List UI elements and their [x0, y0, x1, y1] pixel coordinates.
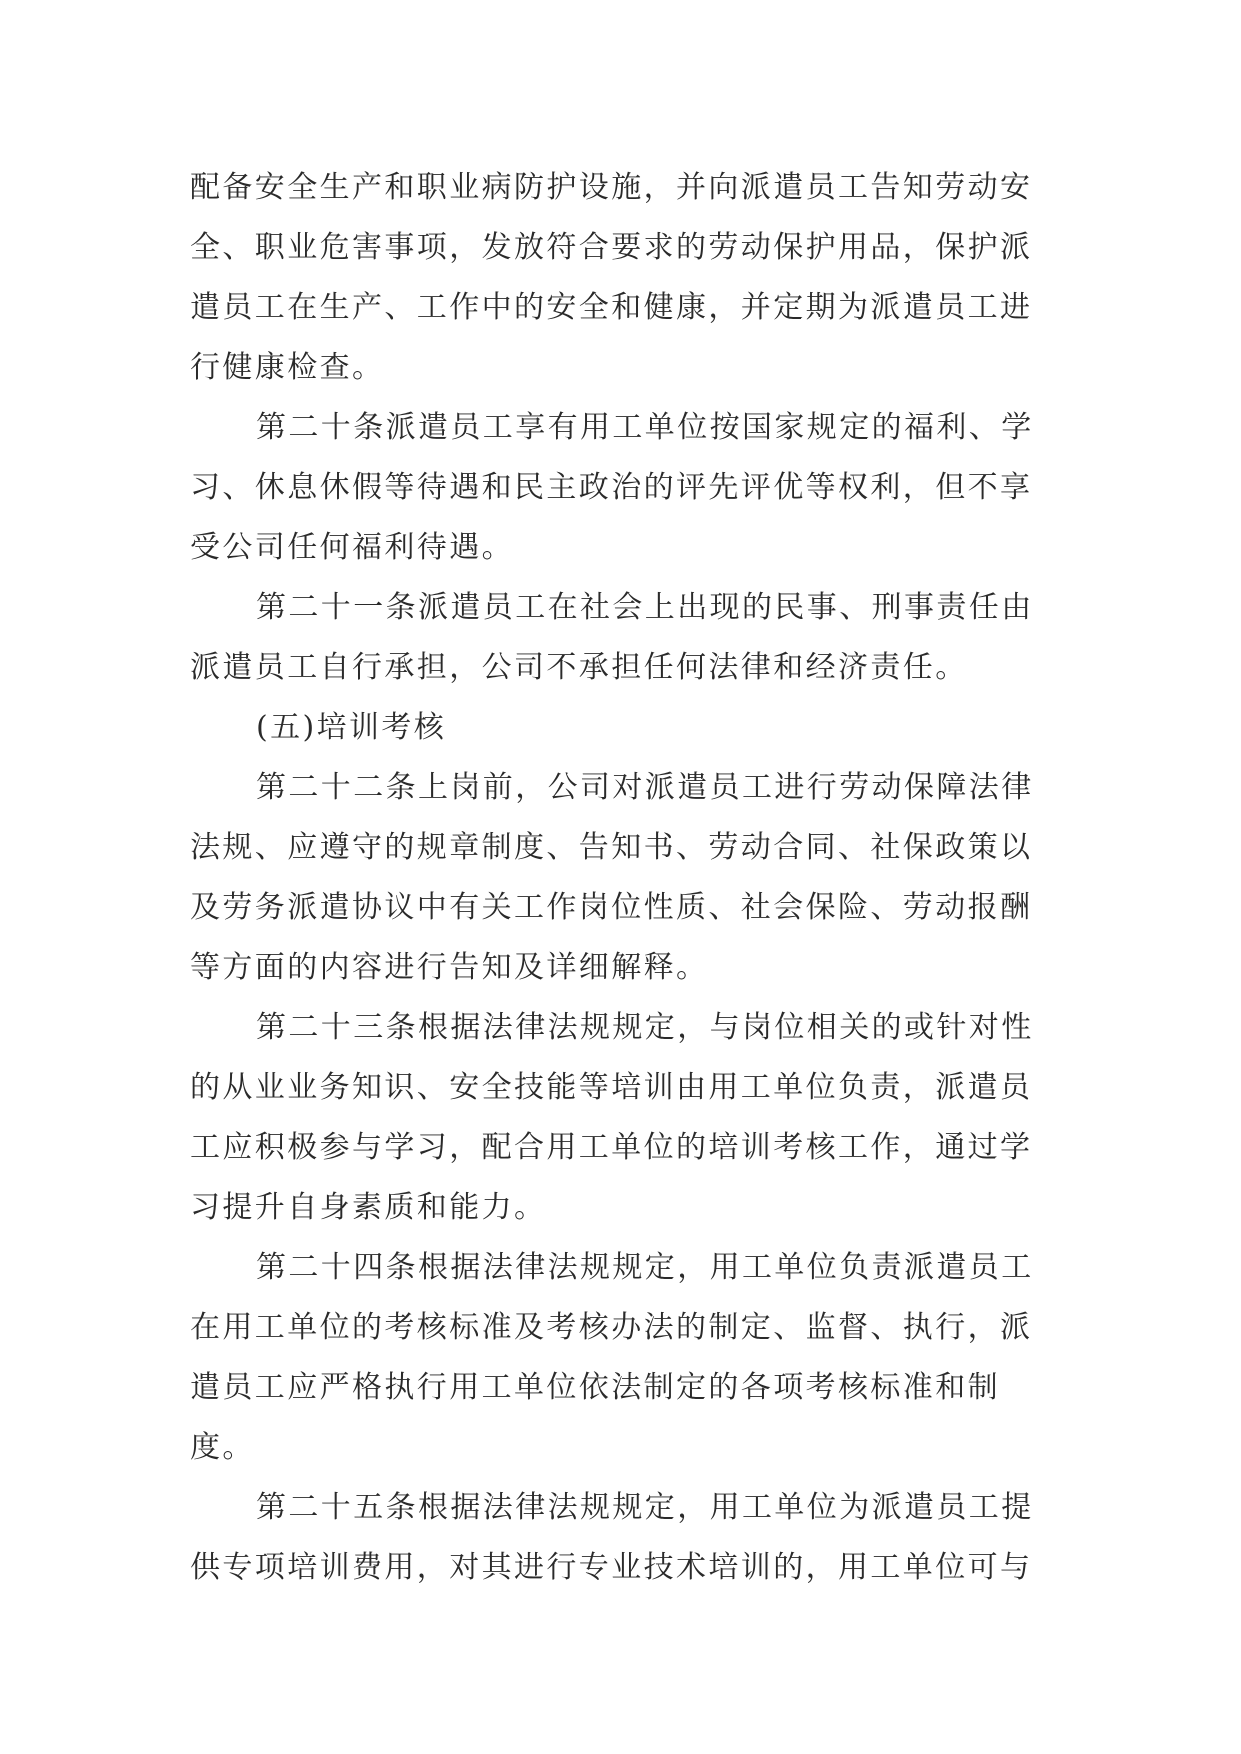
text-line: 及劳务派遣协议中有关工作岗位性质、社会保险、劳动报酬	[190, 890, 1033, 925]
article-24-start: 第二十四条根据法律法规规定，用工单位负责派遣员工	[256, 1250, 1034, 1285]
text-line: 的从业业务知识、安全技能等培训由用工单位负责，派遣员	[190, 1070, 1033, 1105]
text-line: 行健康检查。	[190, 350, 385, 385]
text-line: 遣员工应严格执行用工单位依法制定的各项考核标准和制	[190, 1370, 1000, 1405]
text-line: 习、休息休假等待遇和民主政治的评先评优等权利，但不享	[190, 470, 1033, 505]
text-line: 供专项培训费用，对其进行专业技术培训的，用工单位可与	[190, 1550, 1033, 1585]
text-line: 工应积极参与学习，配合用工单位的培训考核工作，通过学	[190, 1130, 1033, 1165]
document-body	[190, 158, 1050, 1598]
article-21-start: 第二十一条派遣员工在社会上出现的民事、刑事责任由	[256, 590, 1034, 625]
article-22-start: 第二十二条上岗前，公司对派遣员工进行劳动保障法律	[256, 770, 1034, 805]
article-20-start: 第二十条派遣员工享有用工单位按国家规定的福利、学	[256, 410, 1034, 445]
text-line: 法规、应遵守的规章制度、告知书、劳动合同、社保政策以	[190, 830, 1033, 865]
text-line: 在用工单位的考核标准及考核办法的制定、监督、执行，派	[190, 1310, 1033, 1345]
article-23-start: 第二十三条根据法律法规规定，与岗位相关的或针对性	[256, 1010, 1034, 1045]
text-line: 习提升自身素质和能力。	[190, 1190, 547, 1225]
section-heading: (五)培训考核	[256, 710, 447, 745]
text-line: 派遣员工自行承担，公司不承担任何法律和经济责任。	[190, 650, 968, 685]
text-line: 度。	[190, 1430, 255, 1465]
text-line: 遣员工在生产、工作中的安全和健康，并定期为派遣员工进	[190, 290, 1033, 325]
text-line: 全、职业危害事项，发放符合要求的劳动保护用品，保护派	[190, 230, 1033, 265]
article-25-start: 第二十五条根据法律法规规定，用工单位为派遣员工提	[256, 1490, 1034, 1525]
text-line: 受公司任何福利待遇。	[190, 530, 514, 565]
text-line: 配备安全生产和职业病防护设施，并向派遣员工告知劳动安	[190, 170, 1033, 205]
text-line: 等方面的内容进行告知及详细解释。	[190, 950, 709, 985]
